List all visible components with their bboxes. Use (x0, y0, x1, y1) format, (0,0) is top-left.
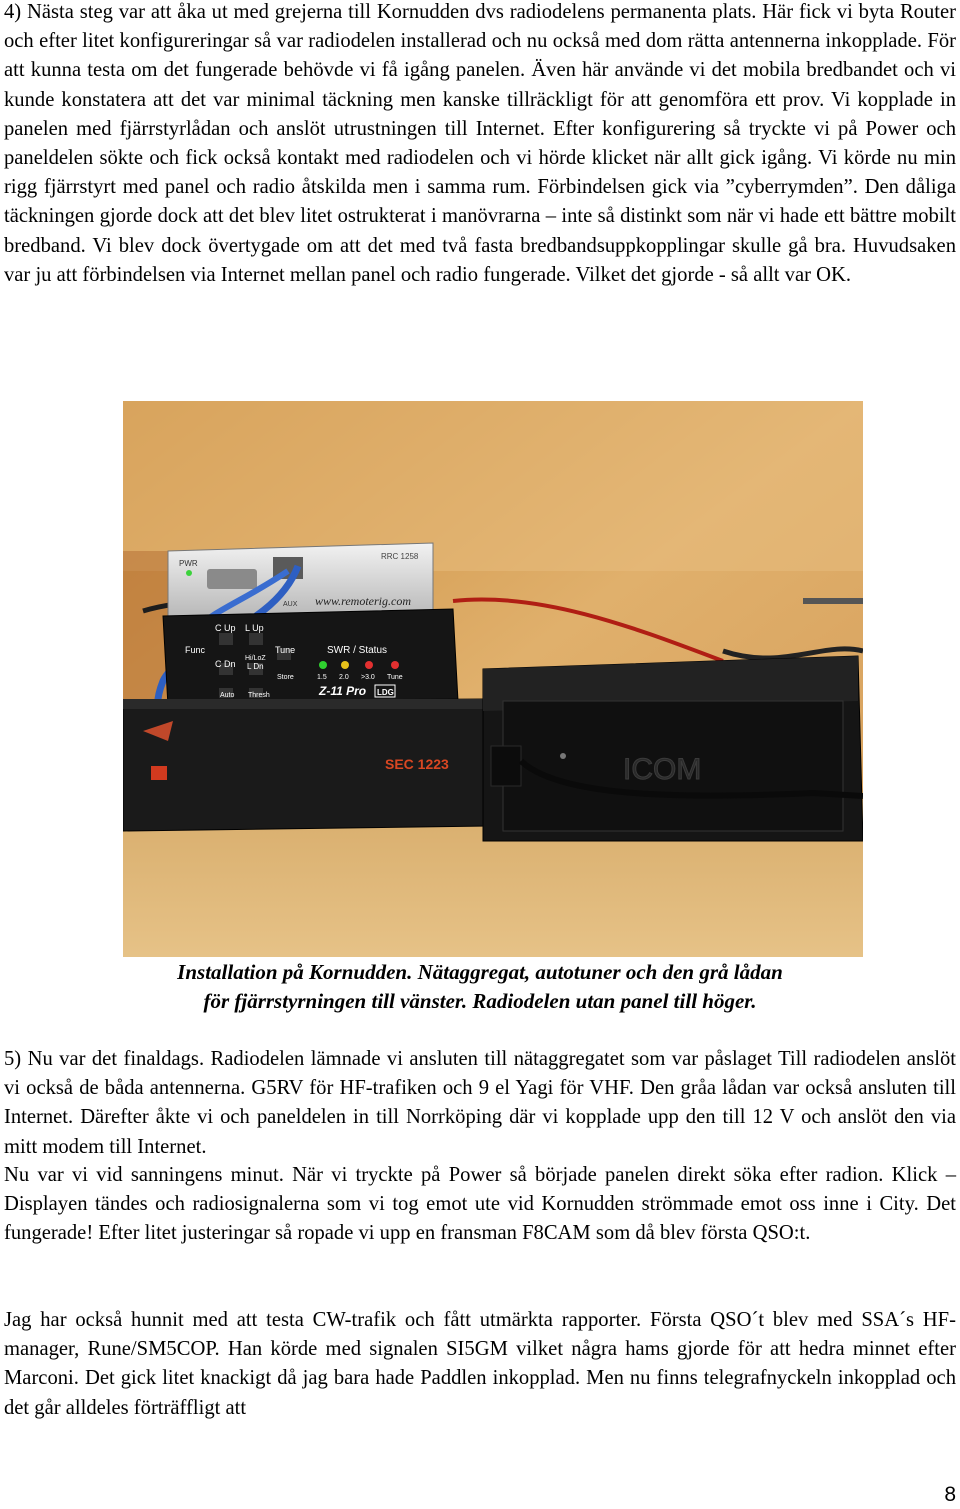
page-number: 8 (944, 1483, 956, 1506)
power-supply (123, 699, 488, 831)
aux-label: AUX (283, 601, 298, 608)
autotuner (163, 609, 458, 706)
l-dn-label: L Dn (247, 662, 264, 671)
paragraph-5: 5) Nu var det finaldags. Radiodelen lämnade vi ansluten till nätaggregatet som var påslaget Till radiodelen anslöt vi också de båda antennerna. G5RV för HF-trafiken och 9 el Yagi för VHF. Den gråa lådan var också ansluten till Internet. Därefter åkte vi och paneldelen in till Norrköping där vi kopplade upp den till 12 V och anslöt den via mitt modem till Internet. (4, 1048, 956, 1158)
remoterig-url: www.remoterig.com (315, 594, 411, 608)
store-label: Store (277, 674, 294, 681)
led-tune (391, 661, 399, 669)
psu-label: SEC 1223 (385, 756, 449, 772)
icom-logo: ICOM (623, 753, 702, 786)
remote-box (168, 543, 433, 616)
led-label-30: >3.0 (361, 674, 375, 681)
func-label: Func (185, 645, 206, 655)
led-label-tune: Tune (387, 674, 403, 681)
tuner-model: Z-11 Pro (319, 684, 367, 698)
power-switch (151, 766, 167, 780)
auto-label: Auto (220, 692, 235, 699)
thresh-label: Thresh (248, 692, 270, 699)
icom-radio (483, 656, 863, 841)
pwr-label: PWR (179, 559, 198, 568)
led-label-20: 2.0 (339, 674, 349, 681)
led-red (365, 661, 373, 669)
c-dn-label: C Dn (215, 659, 236, 669)
led-label-15: 1.5 (317, 674, 327, 681)
paragraph-6: Jag har också hunnit med att testa CW-trafik och fått utmärkta rapporter. Första QSO´t blev med SSA´s HF-manager, Rune/SM5COP. Han körde med signalen SI5GM vilket några hams gjorde för att hedra minnet efter Marconi. Det gick litet knackigt då jag bara hade Paddlen inkopplad. Men nu finns telegrafnyckeln inkopplad och det går alldeles förträffligt att (4, 1309, 956, 1419)
led-yellow (341, 661, 349, 669)
l-up-label: L Up (245, 623, 264, 633)
photo-caption-line-2: för fjärrstyrningen till vänster. Radiodelen utan panel till höger. (203, 989, 757, 1013)
tune-label: Tune (275, 645, 296, 655)
c-up-label: C Up (215, 623, 236, 633)
paragraph-4: 4) Nästa steg var att åka ut med grejerna till Kornudden dvs radiodelens permanenta plats. Här fick vi byta Router och efter litet konfigureringar så var radiodelen installerad och nu också med dom rätta antennerna inkopplade. För att kunna testa om det fungerade behövde vi få igång panelen. Även här använde vi det mobila bredbandet och vi kunde konstatera att det var minimal täckning men kanske tillräckligt för att genomföra ett prov. Vi kopplade in panelen med fjärrstyrlådan och anslöt utrustningen till Internet. Efter konfigurering så tryckte vi på Power och paneldelen sökte och fick också kontakt med radiodelen och vi hörde klicket när allt gick igång. Vi körde nu min rigg fjärrstyrt med panel och radio åtskilda men i samma rum. Förbindelsen gick via ”cyberrymden”. Den dåliga täckningen gjorde dock att det blev litet ostrukterat i manövrarna – inte så distinkt som när vi hade ett bättre mobilt bredband. Vi blev dock övertygade om att det med två fasta bredbandsuppkopplingar skulle gå bra. Huvudsaken var ju att förbindelsen via Internet mellan panel och radio fungerade. Vilket det gjorde - så allt var OK. (4, 1, 956, 286)
paragraph-5-continued: Nu var vi vid sanningens minut. När vi tryckte på Power så började panelen direkt söka efter radion. Klick – Displayen tändes och radiosignalerna som vi tog emot ute vid Kornudden strömmade emot oss inne i City. Det fungerade! Efter litet justeringar så ropade vi upp en fransman F8CAM som då blev första QSO:t. (4, 1164, 956, 1245)
swr-status-label: SWR / Status (327, 645, 388, 656)
ldg-logo: LDG (377, 688, 394, 697)
model-label: RRC 1258 (381, 552, 419, 561)
photo-caption-line-1: Installation på Kornudden. Nätaggregat, autotuner och den grå lådan (177, 960, 783, 984)
led-green (319, 661, 327, 669)
installation-photo (123, 401, 863, 957)
hilo-label: Hi/LoZ (245, 655, 266, 662)
